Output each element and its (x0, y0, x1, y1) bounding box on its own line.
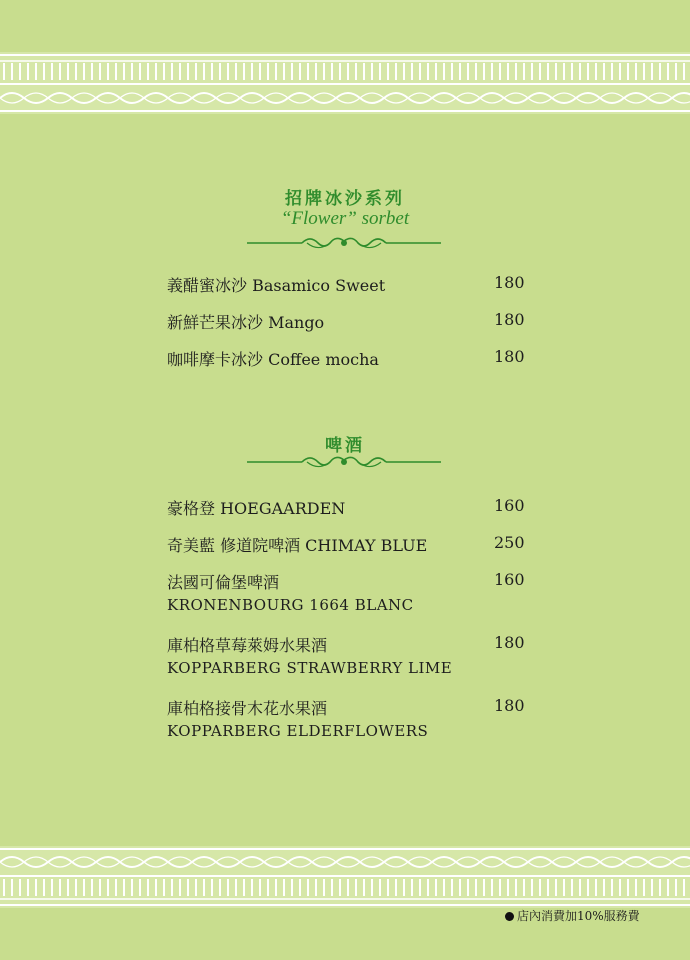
menu-item-name: 法國可倫堡啤酒 (167, 573, 280, 592)
menu-item-price: 160 (494, 570, 525, 589)
menu-item-name: 奇美藍 修道院啤酒 CHIMAY BLUE (167, 536, 428, 555)
flourish-divider-icon (247, 232, 441, 254)
menu-item-name: 咖啡摩卡冰沙 Coffee mocha (167, 350, 379, 369)
menu-item-name: 豪格登 HOEGAARDEN (167, 499, 346, 518)
border-pattern-icon (0, 52, 690, 114)
top-decorative-border (0, 52, 690, 114)
menu-item-name: 新鮮芒果冰沙 Mango (167, 313, 325, 332)
menu-item-price: 160 (494, 496, 525, 515)
bottom-decorative-border (0, 846, 690, 908)
flourish-divider-icon (247, 451, 441, 473)
menu-item-price: 180 (494, 273, 525, 292)
menu-item-price: 180 (494, 347, 525, 366)
bullet-icon (505, 912, 514, 921)
sorbet-section-subtitle: “Flower” sorbet (280, 208, 410, 229)
menu-item-price: 180 (494, 310, 525, 329)
menu-item-name: 庫柏格接骨木花水果酒 (167, 699, 328, 718)
menu-item-english-name: KOPPARBERG ELDERFLOWERS (167, 722, 429, 740)
menu-item-price: 180 (494, 633, 525, 652)
border-pattern-icon (0, 846, 690, 908)
menu-item-name: 義醋蜜冰沙 Basamico Sweet (167, 276, 386, 295)
beer-section-title: 啤酒 (325, 436, 365, 456)
service-charge-text: 店內消費加10%服務費 (517, 909, 640, 923)
menu-item-price: 250 (494, 533, 525, 552)
menu-item-english-name: KOPPARBERG STRAWBERRY LIME (167, 659, 453, 677)
menu-item-english-name: KRONENBOURG 1664 BLANC (167, 596, 414, 614)
sorbet-section-title: 招牌冰沙系列 (285, 189, 405, 209)
menu-item-name: 庫柏格草莓萊姆水果酒 (167, 636, 328, 655)
service-charge-note (505, 907, 640, 924)
menu-item-price: 180 (494, 696, 525, 715)
